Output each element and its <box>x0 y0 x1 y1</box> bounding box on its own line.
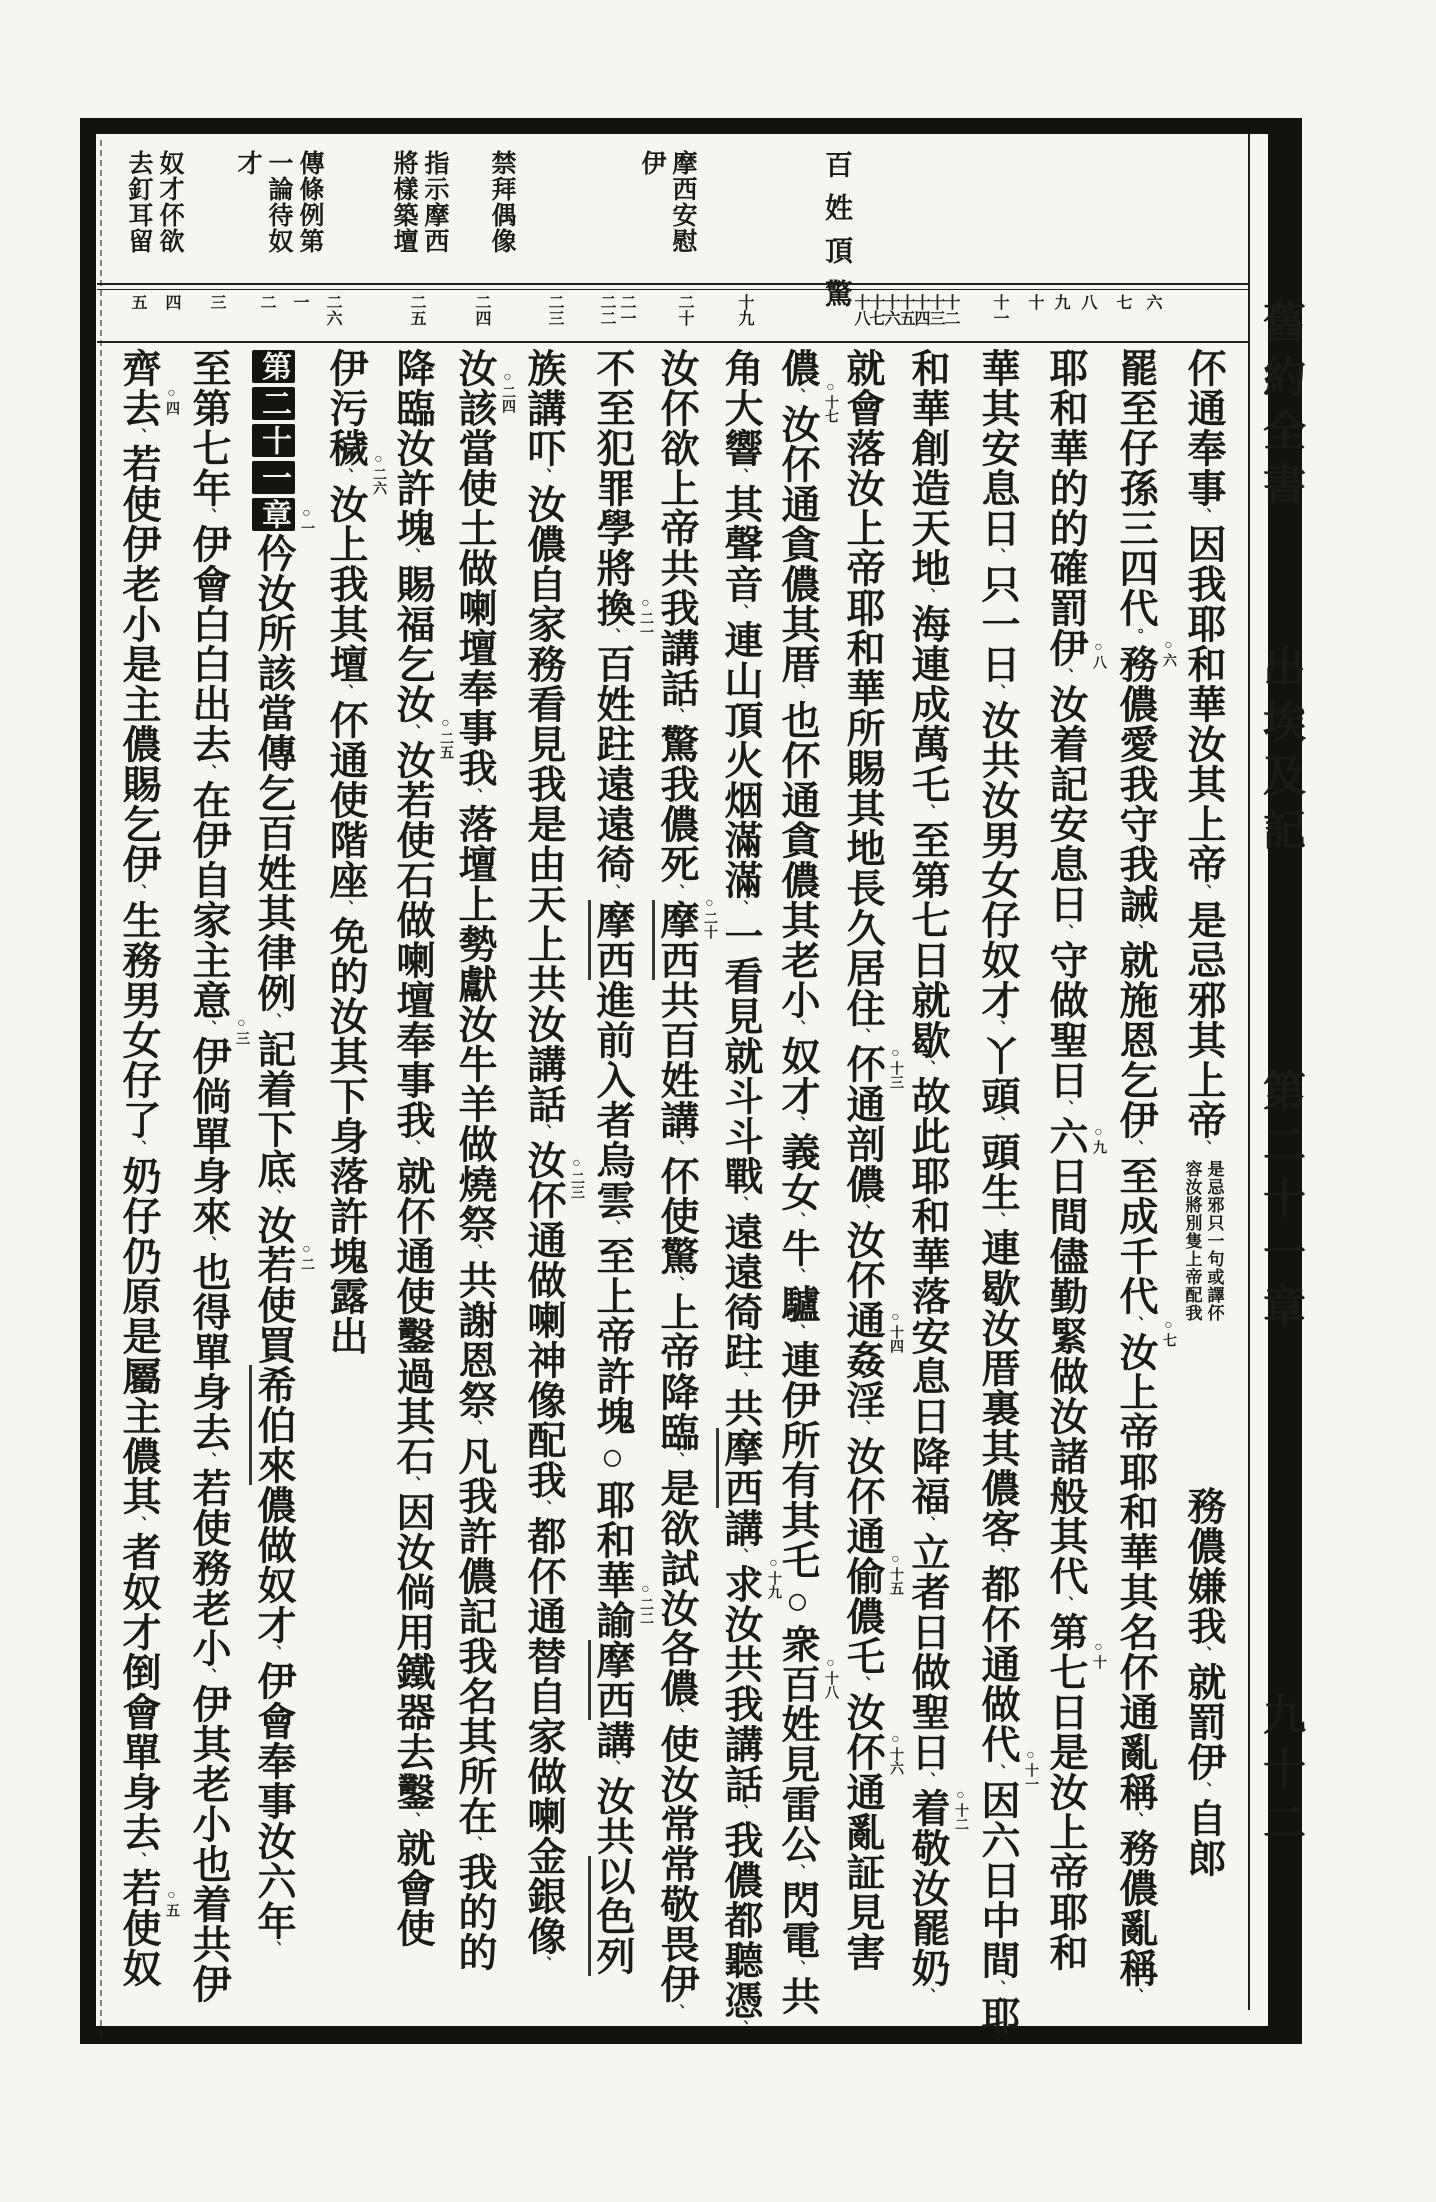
text-column: 伊污穢、汝上我其壇、伓通使階座、免的汝其下身落許塊露出 <box>324 348 367 1356</box>
header-rule <box>97 283 1248 285</box>
margin-note: 將樣築壇 <box>390 150 417 254</box>
verse-marker: ○十九 <box>766 1556 781 1599</box>
text-column: 汝伓欲上帝共我講話、驚我儂死、摩西共百姓講、伓使驚、上帝降臨、是欲試汝各儂、使汝常常敬畏伊、 <box>653 348 700 2048</box>
text-column: 伓通奉事、因我耶和華汝其上帝、是忌邪其上帝、 是忌邪只一句或譯伓 容汝將別隻上帝配我 務儂嫌我、就罰伊、自郎 <box>1180 348 1227 2048</box>
title-column-rule <box>1248 134 1250 2010</box>
text-column: 角大響、其聲音、連山頂火烟滿滿、一看見就斗斗戰、遠遠徛跓、共摩西講、求汝共我講話、我儂都聽憑、 <box>717 348 764 2048</box>
verse-header-number: 十七 <box>867 294 884 326</box>
punctuation: 、 <box>919 1772 935 1788</box>
punctuation: 、 <box>732 1548 748 1564</box>
punctuation: 、 <box>732 604 748 620</box>
verse-header-number: 二五 <box>408 294 425 326</box>
interlinear-note <box>1180 1156 1227 1486</box>
punctuation: 、 <box>919 1060 935 1076</box>
verse-header-number: 二三 <box>546 294 563 326</box>
punctuation: 、 <box>535 1124 551 1140</box>
verse-header-number: 十五 <box>897 294 914 326</box>
verse-marker: ○七 <box>1161 1318 1176 1347</box>
margin-note: 傳條例第 <box>296 150 323 254</box>
chapter-title: 第二十一章 <box>1257 1068 1304 1338</box>
text-column: 族講吓、汝儂自家務看見我是由天上共汝講話、汝伓通做喇神像配我、都伓通替自家做喇金銀像、 <box>522 348 565 1972</box>
proper-name: 希伯來 <box>249 1365 295 1485</box>
punctuation: 、 <box>854 1676 870 1692</box>
verse-marker: ○二 <box>299 1242 314 1271</box>
verse-header-number: 十 <box>1026 294 1043 310</box>
punctuation: 、 <box>1127 1988 1143 2004</box>
inner-dashed-line <box>100 140 102 2036</box>
punctuation: 、 <box>1127 924 1143 940</box>
verse-marker: ○十三 <box>888 1046 903 1089</box>
punctuation: 、 <box>200 508 216 524</box>
text-column: 齊去、若使伊老小是主儂賜乞伊、生務男女仔了、奶仔仍原是屬主儂其、者奴才倒會單身去、若使奴 <box>117 348 160 1988</box>
punctuation: 、 <box>200 764 216 780</box>
verse-header-number: 五 <box>129 294 146 310</box>
verse-marker: ○十一 <box>1023 1748 1038 1791</box>
margin-note: 伊 <box>638 150 665 176</box>
text-column: 至第七年、伊會白白出去、在伊自家主意、伊倘單身來、也得單身去、若使務老小、伊其老小也着共伊 <box>187 348 230 2004</box>
punctuation: 、 <box>919 1988 935 2004</box>
margin-note: 一論待奴 <box>265 150 292 254</box>
punctuation: 、 <box>1057 1596 1073 1612</box>
verse-marker: ○十六 <box>888 1732 903 1775</box>
text-column: 和華創造天地、海連成萬乇、至第七日就歇、故此耶和華落安息日降福、立者日做聖日、着敬汝罷奶、 <box>906 348 949 2004</box>
punctuation: 、 <box>200 1452 216 1468</box>
verse-header-number: 九 <box>1052 294 1069 310</box>
punctuation: 、 <box>789 684 805 700</box>
margin-note: 摩西安慰 <box>669 150 696 254</box>
punctuation: 、 <box>466 1420 482 1436</box>
punctuation: 、 <box>404 1812 420 1828</box>
punctuation: 、 <box>989 1116 1005 1132</box>
punctuation: 、 <box>130 1516 146 1532</box>
verse-marker: ○八 <box>1091 640 1106 669</box>
punctuation: 、 <box>1057 668 1073 684</box>
punctuation: 、 <box>265 1645 281 1661</box>
punctuation: 、 <box>732 1372 748 1388</box>
punctuation: 、 <box>1057 924 1073 940</box>
punctuation: 、 <box>668 708 684 724</box>
punctuation: 、 <box>789 1268 805 1284</box>
text-column: 降臨汝許塊、賜福乞汝、汝若使石做喇壇奉事我、就伓通使鑿過其石、因汝倘用鐵器去鑿、就會使 <box>391 348 434 1948</box>
punctuation: 、 <box>404 548 420 564</box>
verse-marker: ○一 <box>299 506 314 535</box>
punctuation: 、 <box>535 1956 551 1972</box>
verse-header-number: 十一 <box>991 294 1008 326</box>
verse-marker: ○六 <box>1161 638 1176 667</box>
punctuation: 、 <box>535 468 551 484</box>
verse-header-number: 六 <box>1144 294 1161 310</box>
punctuation: 、 <box>337 468 353 484</box>
proper-name: 摩西 <box>652 900 698 980</box>
punctuation: 、 <box>130 1140 146 1156</box>
verse-marker: ○十四 <box>888 1310 903 1353</box>
text-column: 儂、汝伓通貪儂其厝、也伓通貪儂其老小、奴才、義女、牛、驢、連伊所有其乇○衆百姓見雷公、閃電、共 <box>776 348 819 2016</box>
punctuation: 、 <box>668 2004 684 2020</box>
punctuation: 、 <box>466 1244 482 1260</box>
interlinear-note-line: 是忌邪只一句或譯伓 <box>1204 1160 1224 1322</box>
punctuation: 、 <box>789 1116 805 1132</box>
punctuation: 、 <box>668 1140 684 1156</box>
text-column: 不至犯罪學將換、百姓跓遠遠徛、摩西進前入者烏雲、至上帝許塊○耶和華諭摩西講、汝共以色列 <box>589 348 636 2048</box>
text-column: 耶和華的的確罰伊、汝着記安息日、守做聖日、六日間儘勤緊做汝諸般其代、第七日是汝上帝耶和 <box>1044 348 1087 1972</box>
margin-note: 奴才伓欲 <box>156 150 183 254</box>
punctuation: 、 <box>732 900 748 916</box>
punctuation: 、 <box>1195 508 1211 524</box>
header-rule <box>97 289 1248 290</box>
punctuation: 。 <box>1127 628 1143 644</box>
proper-name: 摩西 <box>716 1428 762 1508</box>
punctuation: 、 <box>789 1864 805 1880</box>
punctuation: 、 <box>265 1941 281 1957</box>
punctuation: 、 <box>789 388 805 404</box>
margin-note: 去釘耳留 <box>125 150 152 254</box>
header-rule <box>97 341 1248 343</box>
verse-header-number: 十九 <box>736 294 753 326</box>
verse-marker: ○二二 <box>638 1582 653 1625</box>
verse-header-number: 四 <box>163 294 180 310</box>
punctuation: 、 <box>789 1324 805 1340</box>
verse-marker: ○二三 <box>569 1156 584 1199</box>
verse-marker: ○二五 <box>438 716 453 759</box>
punctuation: 、 <box>265 1013 281 1029</box>
section-circle: ○ <box>591 1436 634 1480</box>
punctuation: 、 <box>604 1760 620 1776</box>
punctuation: 、 <box>919 804 935 820</box>
punctuation: 、 <box>466 788 482 804</box>
verse-header-number: 七 <box>1114 294 1131 310</box>
verse-marker: ○五 <box>164 1888 179 1917</box>
chapter-heading-block: 二 <box>252 387 295 420</box>
punctuation: 、 <box>130 884 146 900</box>
margin-note: 指示摩西 <box>421 150 448 254</box>
punctuation: 、 <box>466 1836 482 1852</box>
punctuation: 、 <box>732 468 748 484</box>
margin-note: 才 <box>234 150 261 176</box>
punctuation: 、 <box>404 1476 420 1492</box>
punctuation: 、 <box>1127 1316 1143 1332</box>
punctuation: 、 <box>989 1212 1005 1228</box>
verse-marker: ○十 <box>1091 1640 1106 1669</box>
verse-header-number: 十三 <box>927 294 944 326</box>
verse-marker: ○二六 <box>371 452 386 495</box>
text-column: 罷至仔孫三四代。務儂愛我守我誡、就施恩乞伊、至成千代、汝上帝耶和華其名伓通亂稱、務儂亂稱、 <box>1114 348 1157 2004</box>
section-circle: ○ <box>776 1580 819 1624</box>
punctuation: 、 <box>854 1204 870 1220</box>
punctuation: 、 <box>989 1980 1005 1996</box>
verse-marker: ○二四 <box>500 370 515 413</box>
punctuation: 、 <box>1127 1140 1143 1156</box>
verse-header-number: 二四 <box>473 294 490 326</box>
chapter-heading-block: 十 <box>252 424 295 457</box>
punctuation: 、 <box>404 724 420 740</box>
punctuation: 、 <box>732 1804 748 1820</box>
verse-marker: ○十五 <box>888 1552 903 1595</box>
punctuation: 、 <box>919 1516 935 1532</box>
punctuation: 、 <box>130 428 146 444</box>
verse-marker: ○十二 <box>953 1788 968 1831</box>
verse-header-number: 二二 <box>598 294 615 326</box>
punctuation: 、 <box>1195 884 1211 900</box>
text-column: 就會落汝上帝耶和華所賜其地長久居住、伓通剖儂、汝伓通姦淫、汝伓通偷儂乇、汝伓通亂証見害 <box>841 348 884 1972</box>
verse-header-number: 二 <box>258 294 275 310</box>
punctuation: 、 <box>919 588 935 604</box>
punctuation: 、 <box>989 684 1005 700</box>
chapter-heading-block: 一 <box>252 461 295 494</box>
verse-marker: ○十八 <box>823 1656 838 1699</box>
section-title: 出埃及記 <box>1257 645 1304 861</box>
punctuation: 、 <box>404 1140 420 1156</box>
verse-marker: ○二十 <box>702 896 717 939</box>
punctuation: 、 <box>668 1708 684 1724</box>
punctuation: 、 <box>1195 1782 1211 1798</box>
book-title: 舊約全書 <box>1257 300 1304 516</box>
punctuation: 、 <box>604 884 620 900</box>
text-column: 華其安息日、只一日、汝共汝男女仔奴才、丫頭、頭生、連歇汝厝裏其儂客、都伓通做代、因六日中間、耶 <box>976 348 1019 2036</box>
punctuation: 、 <box>1195 1140 1211 1156</box>
chapter-heading-block: 第 <box>252 350 295 383</box>
verse-header-number: 十六 <box>882 294 899 326</box>
punctuation: 、 <box>668 1452 684 1468</box>
punctuation: 、 <box>989 1548 1005 1564</box>
punctuation: 、 <box>200 1236 216 1252</box>
proper-name: 摩西 <box>588 1640 634 1720</box>
verse-header-number: 二十 <box>676 294 693 326</box>
text-column: 汝該當使土做喇壇奉事我、落壇上勢獻汝牛羊做燒祭、共謝恩祭、凡我許儂記我名其所在、我的的 <box>453 348 496 1972</box>
verse-header-number: 十八 <box>852 294 869 326</box>
punctuation: 、 <box>668 1276 684 1292</box>
verse-header-number: 八 <box>1079 294 1096 310</box>
verse-header-number: 十二 <box>942 294 959 326</box>
verse-header-number: 三 <box>208 294 225 310</box>
punctuation: 、 <box>989 1020 1005 1036</box>
punctuation: 、 <box>200 1020 216 1036</box>
punctuation: 、 <box>789 1020 805 1036</box>
text-column: 第二十一章仱汝所該當傳乞百姓其律例、記着下底、汝若使買希伯來儂做奴才、伊會奉事汝六年、 <box>250 348 297 2048</box>
punctuation: 、 <box>1057 1100 1073 1116</box>
proper-name: 摩西 <box>588 900 634 980</box>
punctuation: 、 <box>854 1420 870 1436</box>
punctuation: 、 <box>604 628 620 644</box>
punctuation: 、 <box>789 1212 805 1228</box>
verse-header-number: 一 <box>291 294 308 310</box>
punctuation: 、 <box>789 1960 805 1976</box>
punctuation: 、 <box>337 900 353 916</box>
verse-marker: ○三 <box>234 1016 249 1045</box>
interlinear-note-line: 容汝將別隻上帝配我 <box>1182 1160 1202 1322</box>
punctuation: 、 <box>732 2020 748 2036</box>
punctuation: 、 <box>337 684 353 700</box>
verse-header-number: 二一 <box>618 294 635 326</box>
punctuation: 、 <box>265 1189 281 1205</box>
punctuation: 、 <box>989 1764 1005 1780</box>
proper-name: 以色列 <box>588 1856 634 1976</box>
verse-marker: ○二一 <box>638 596 653 639</box>
punctuation: 、 <box>604 1220 620 1236</box>
chapter-heading-block: 章 <box>252 498 295 531</box>
punctuation: 、 <box>200 1668 216 1684</box>
verse-marker: ○十七 <box>823 380 838 423</box>
verse-header-number: 二六 <box>324 294 341 326</box>
page-number: 九十二 <box>1257 1692 1304 1854</box>
verse-marker: ○九 <box>1091 1125 1106 1154</box>
punctuation: 、 <box>535 1500 551 1516</box>
verse-marker: ○四 <box>164 386 179 415</box>
punctuation: 、 <box>1195 1646 1211 1662</box>
punctuation: 、 <box>732 1196 748 1212</box>
punctuation: 、 <box>1127 1812 1143 1828</box>
punctuation: 、 <box>130 1852 146 1868</box>
punctuation: 、 <box>989 548 1005 564</box>
punctuation: 、 <box>854 1028 870 1044</box>
margin-note: 禁拜偶像 <box>488 150 515 254</box>
margin-note: 百姓頂驚 <box>821 150 852 322</box>
verse-header-number: 十四 <box>912 294 929 326</box>
punctuation: 、 <box>668 884 684 900</box>
